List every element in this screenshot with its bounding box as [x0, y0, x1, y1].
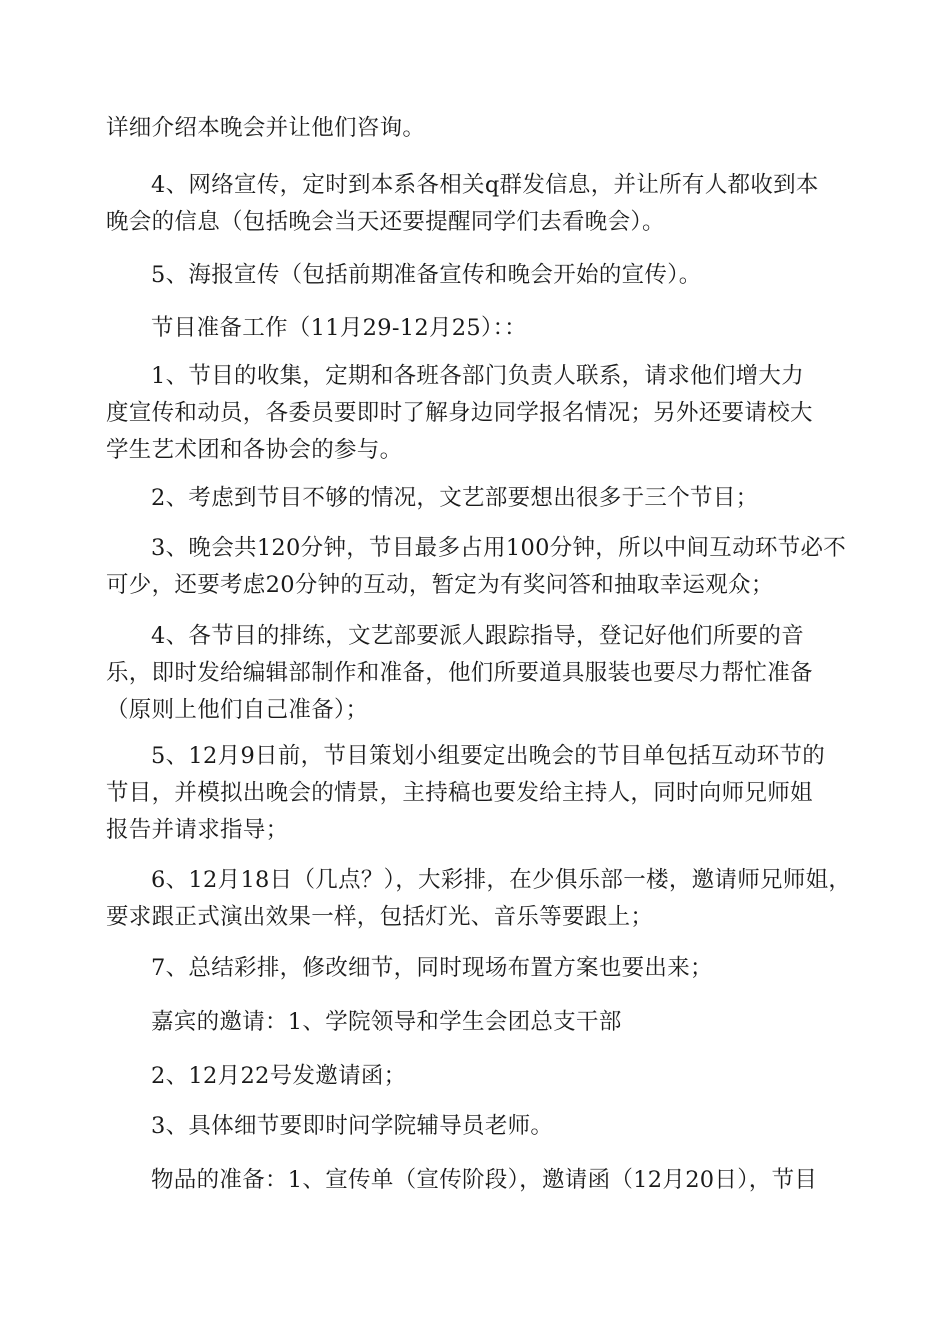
text-line: 度宣传和动员，各委员要即时了解身边同学报名情况；另外还要请校大 [106, 400, 813, 426]
text-line: （原则上他们自己准备）； [106, 697, 369, 723]
paragraph-guest-invitation [106, 1004, 866, 1041]
text-line: 嘉宾的邀请：1、学院领导和学生会团总支干部 [151, 1009, 622, 1035]
text-line: 4、各节目的排练，文艺部要派人跟踪指导，登记好他们所要的音 [151, 623, 805, 649]
section-heading-program-prep [106, 310, 866, 347]
paragraph-invitation-date [106, 1058, 866, 1095]
text-line: 节目准备工作（11月29-12月25）：： [151, 315, 527, 341]
text-line: 3、晚会共120分钟，节目最多占用100分钟，所以中间互动环节必不 [151, 535, 847, 561]
text-line: 6、12月18日（几点？），大彩排，在少俱乐部一楼，邀请师兄师姐， [151, 867, 852, 893]
text-line: 物品的准备：1、宣传单（宣传阶段），邀请函（12月20日），节目 [151, 1167, 818, 1193]
text-line: 5、12月9日前，节目策划小组要定出晚会的节目单包括互动环节的 [151, 743, 826, 769]
text-line: 可少，还要考虑20分钟的互动，暂定为有奖问答和抽取幸运观众； [106, 572, 774, 598]
text-line: 报告并请求指导； [106, 817, 289, 843]
text-line: 学生艺术团和各协会的参与。 [106, 437, 403, 463]
paragraph-network-publicity [106, 167, 866, 241]
paragraph-rehearsal-guidance [106, 618, 866, 729]
text-line: 晚会的信息（包括晚会当天还要提醒同学们去看晚会）。 [106, 209, 665, 235]
paragraph-details-counselor [106, 1108, 866, 1145]
text-line: 1、节目的收集，定期和各班各部门负责人联系，请求他们增大力 [151, 363, 805, 389]
paragraph-intro-continuation [106, 110, 866, 147]
text-line: 4、网络宣传，定时到本系各相关q群发信息，并让所有人都收到本 [151, 172, 819, 198]
paragraph-program-collection [106, 358, 866, 469]
paragraph-insufficient-programs [106, 480, 866, 517]
text-line: 2、考虑到节目不够的情况，文艺部要想出很多于三个节目； [151, 485, 759, 511]
text-line: 乐，即时发给编辑部制作和准备，他们所要道具服装也要尽力帮忙准备 [106, 660, 813, 686]
text-line: 5、海报宣传（包括前期准备宣传和晚会开始的宣传）。 [151, 262, 702, 288]
paragraph-rehearsal-summary [106, 950, 866, 987]
paragraph-materials-prep [106, 1162, 866, 1199]
text-line: 节目，并模拟出晚会的情景，主持稿也要发给主持人，同时向师兄师姐 [106, 780, 813, 806]
paragraph-dress-rehearsal [106, 862, 866, 936]
text-line: 详细介绍本晚会并让他们咨询。 [106, 115, 426, 141]
paragraph-poster-publicity [106, 257, 866, 294]
paragraph-gala-duration [106, 530, 866, 604]
text-line: 2、12月22号发邀请函； [151, 1063, 407, 1089]
text-line: 3、具体细节要即时问学院辅导员老师。 [151, 1113, 554, 1139]
text-line: 要求跟正式演出效果一样，包括灯光、音乐等要跟上； [106, 904, 654, 930]
text-line: 7、总结彩排，修改细节，同时现场布置方案也要出来； [151, 955, 713, 981]
paragraph-program-list [106, 738, 866, 849]
